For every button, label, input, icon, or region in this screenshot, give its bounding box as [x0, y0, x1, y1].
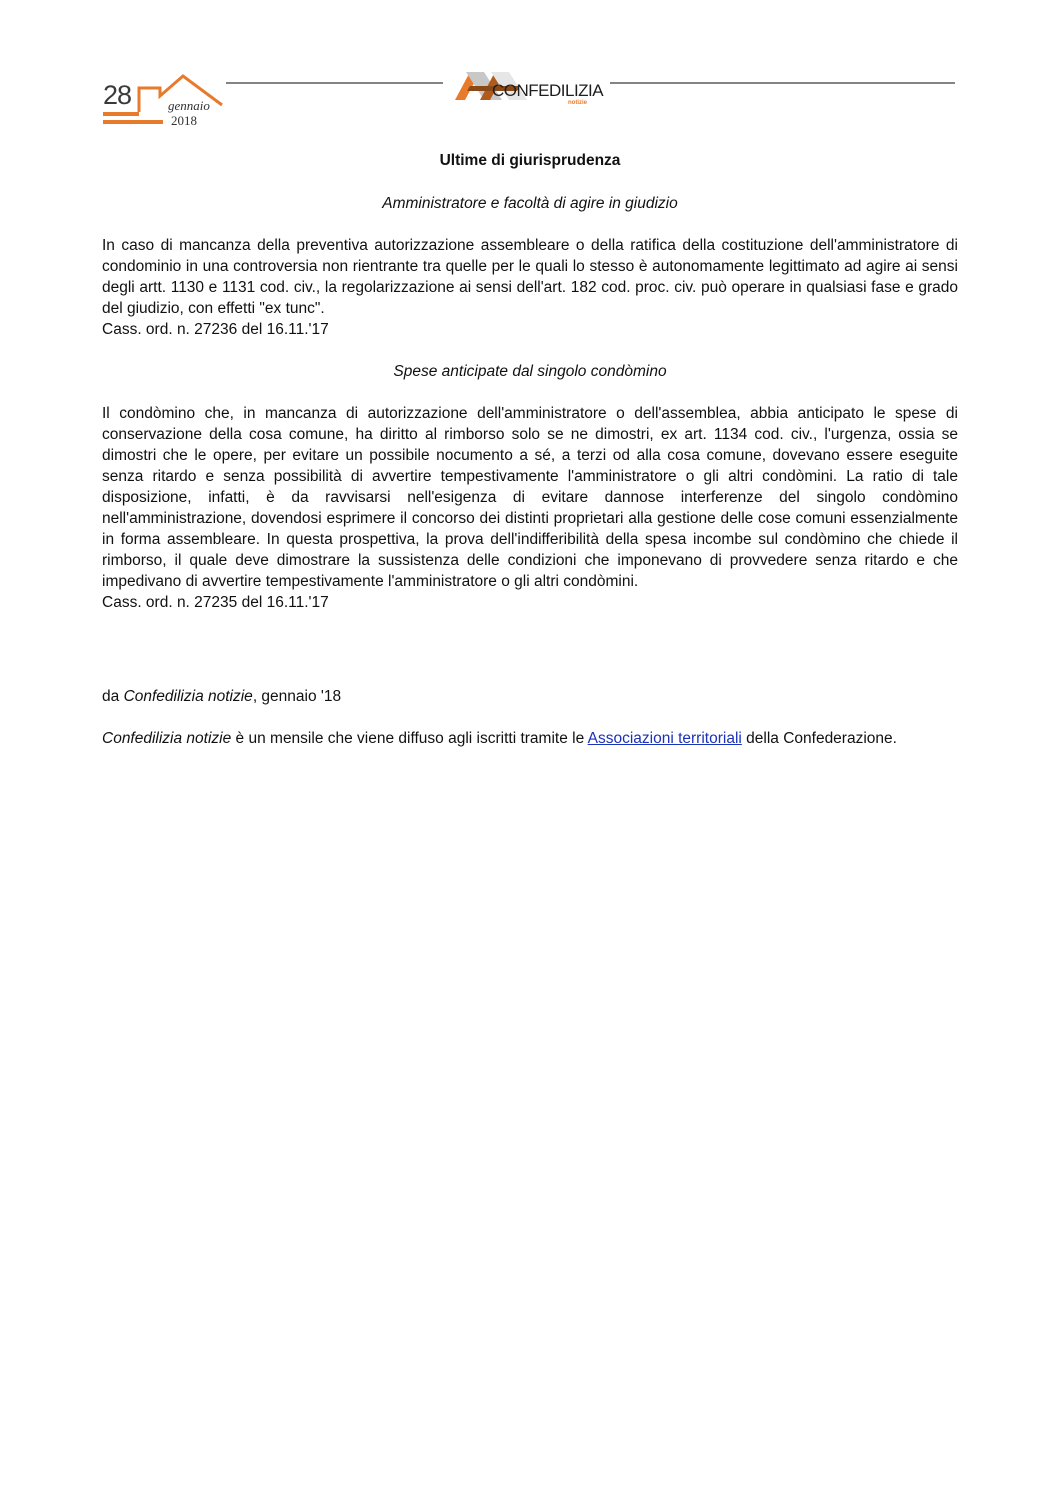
publication-description [102, 728, 958, 749]
section-citation: Cass. ord. n. 27236 del 16.11.'17 [102, 321, 329, 338]
publication-name: Confedilizia notizie [102, 730, 232, 747]
confedilizia-logo [452, 66, 602, 106]
description-text: è un mensile che viene diffuso agli iscritti tramite le [231, 730, 588, 747]
section-subtitle: Amministratore e facoltà di agire in giudizio [382, 195, 678, 212]
accent-bar [103, 120, 163, 124]
source-name: Confedilizia notizie [123, 688, 253, 705]
section-subtitle: Spese anticipate dal singolo condòmino [393, 363, 667, 380]
issue-year: 2018 [171, 113, 197, 128]
section-citation: Cass. ord. n. 27235 del 16.11.'17 [102, 594, 329, 611]
issue-month: gennaio [168, 98, 210, 113]
description-text-end: della Confederazione. [741, 730, 897, 747]
section-body: Il condòmino che, in mancanza di autorizzazione dell'amministratore o dell'assemblea, abbia anticipato le spese di conservazione della cosa comune, ha diritto al rimborso solo se ne dimostri, ex art. 1134 cod. civ., l'urgenza, ossia se dimostri che le opere, per evitare un possibile nocumento a sé, a terzi od alla cosa comune, dovevano essere eseguite senza ritardo e senza possibilità di avvertire tempestivamente l'amministratore o gli altri condòmini. La ratio di tale disposizione, infatti, è da ravvisarsi nell'esigenza di evitare dannose interferenze del singolo condòmino nell'amministrazione, dovendosi esprimere il concorso dei distinti proprietari alla gestione delle cose comuni essenzialmente in forma assembleare. In questa prospettiva, la prova dell'indifferibilità della spesa incombe sul condòmino che chiede il rimborso, il quale deve dimostrare la sussistenza delle condizioni che imponevano di provvedere senza ritardo e che impedivano di avvertire tempestivamente l'amministratore o gli altri condòmini. [102, 405, 958, 590]
logo-text: CONFEDILIZIA [492, 81, 604, 100]
page-header [0, 0, 1058, 140]
source-suffix: , gennaio '18 [252, 688, 342, 705]
source-line [102, 686, 958, 707]
logo-subtext: notizie [568, 100, 587, 106]
article-title: Ultime di giurisprudenza [439, 152, 621, 169]
page-number: 28 [103, 80, 132, 110]
source-prefix: da [102, 688, 124, 705]
section-body: In caso di mancanza della preventiva autorizzazione assembleare o della ratifica della costituzione dell'amministratore di condominio in una controversia non rientrante tra quelle per le quali lo stesso è autonomamente legittimato ad agire ai sensi degli artt. 1130 e 1131 cod. civ., la regolarizzazione ai sensi dell'art. 182 cod. proc. civ. può operare in qualsiasi fase e grado del giudizio, con effetti "ex tunc". [102, 237, 958, 317]
accent-bar [103, 112, 139, 116]
associazioni-territoriali-link[interactable]: Associazioni territoriali [587, 730, 742, 747]
article-content [102, 150, 958, 749]
